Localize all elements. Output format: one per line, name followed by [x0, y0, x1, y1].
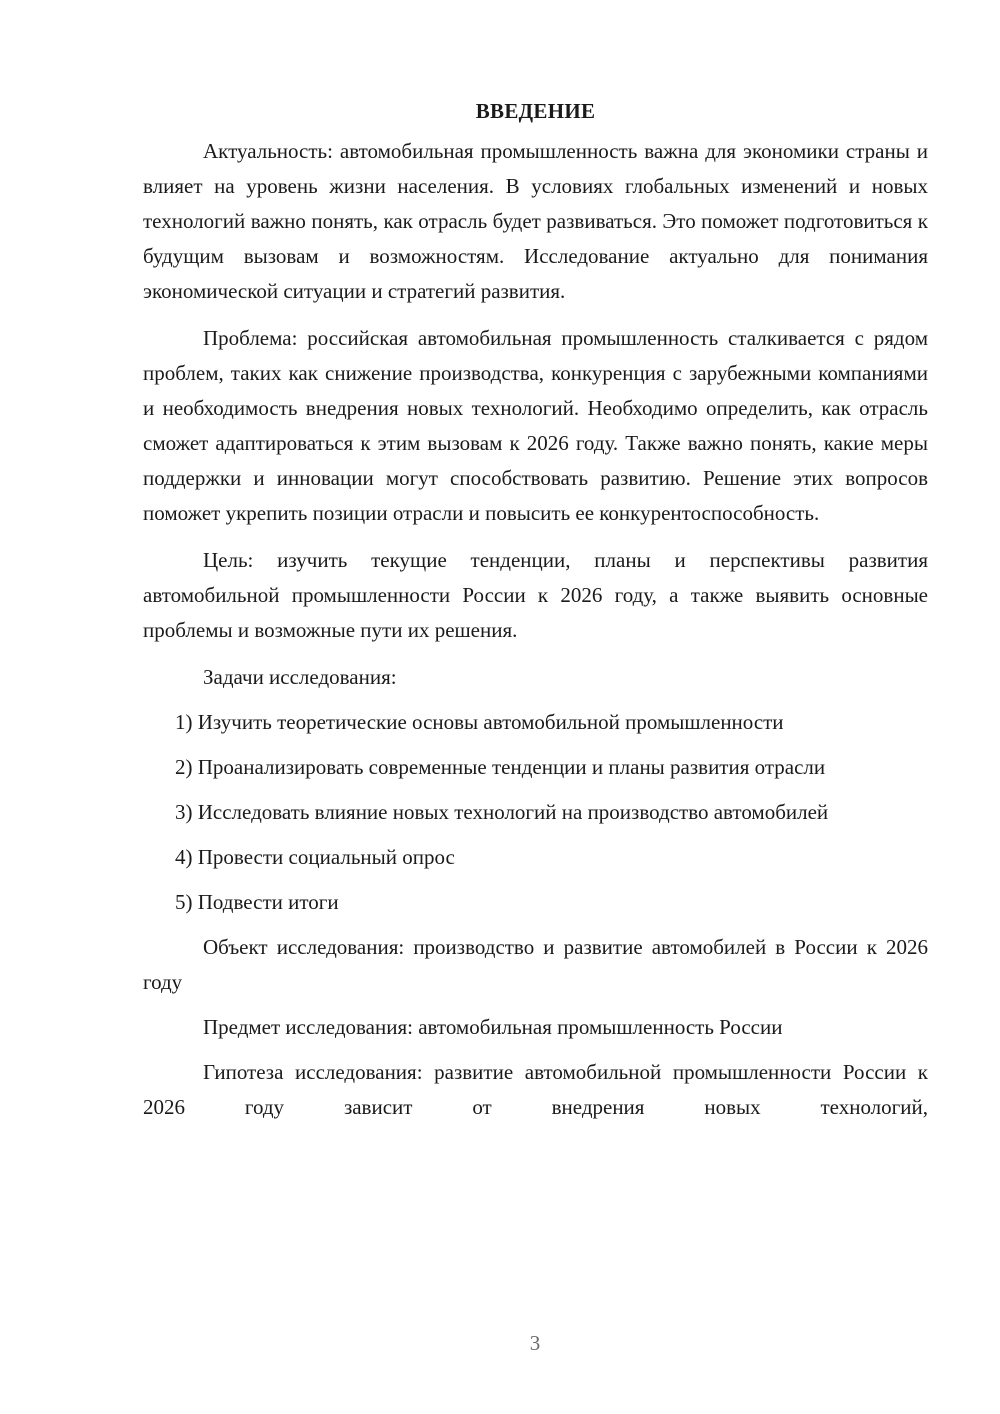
hypothesis-paragraph: Гипотеза исследования: развитие автомобильной промышленности России к 2026 году зависит от внедрения новых технологий, [143, 1060, 928, 1119]
goal-paragraph: Цель: изучить текущие тенденции, планы и перспективы развития автомобильной промышленности России к 2026 году, а также выявить основные проблемы и возможные пути их решения. [143, 548, 928, 642]
task-item-1: 1) Изучить теоретические основы автомобильной промышленности [175, 710, 784, 734]
relevance-paragraph: Актуальность: автомобильная промышленность важна для экономики страны и влияет на уровень жизни населения. В условиях глобальных изменений и новых технологий важно понять, как отрасль будет развиваться. Это поможет подготовиться к будущим вызовам и возможностям. Исследование актуально для понимания экономической ситуации и стратегий развития. [143, 139, 928, 303]
task-item-3: 3) Исследовать влияние новых технологий на производство автомобилей [175, 800, 829, 824]
object-paragraph: Объект исследования: производство и развитие автомобилей в России к 2026 году [143, 935, 928, 994]
problem-paragraph: Проблема: российская автомобильная промышленность сталкивается с рядом проблем, таких как снижение производства, конкуренция с зарубежными компаниями и необходимость внедрения новых технологий. Необходимо определить, как отрасль сможет адаптироваться к этим вызовам к 2026 году. Также важно понять, какие меры поддержки и инновации могут способствовать развитию. Решение этих вопросов поможет укрепить позиции отрасли и повысить ее конкурентоспособность. [143, 326, 928, 525]
section-title: ВВЕДЕНИЕ [475, 99, 596, 123]
tasks-heading: Задачи исследования: [203, 665, 397, 689]
task-item-4: 4) Провести социальный опрос [175, 845, 455, 869]
document-page [143, 95, 928, 1125]
task-item-5: 5) Подвести итоги [175, 890, 339, 914]
page-number: 3 [529, 1331, 541, 1355]
task-item-2: 2) Проанализировать современные тенденции и планы развития отрасли [175, 755, 826, 779]
subject-paragraph: Предмет исследования: автомобильная промышленность России [203, 1015, 783, 1039]
